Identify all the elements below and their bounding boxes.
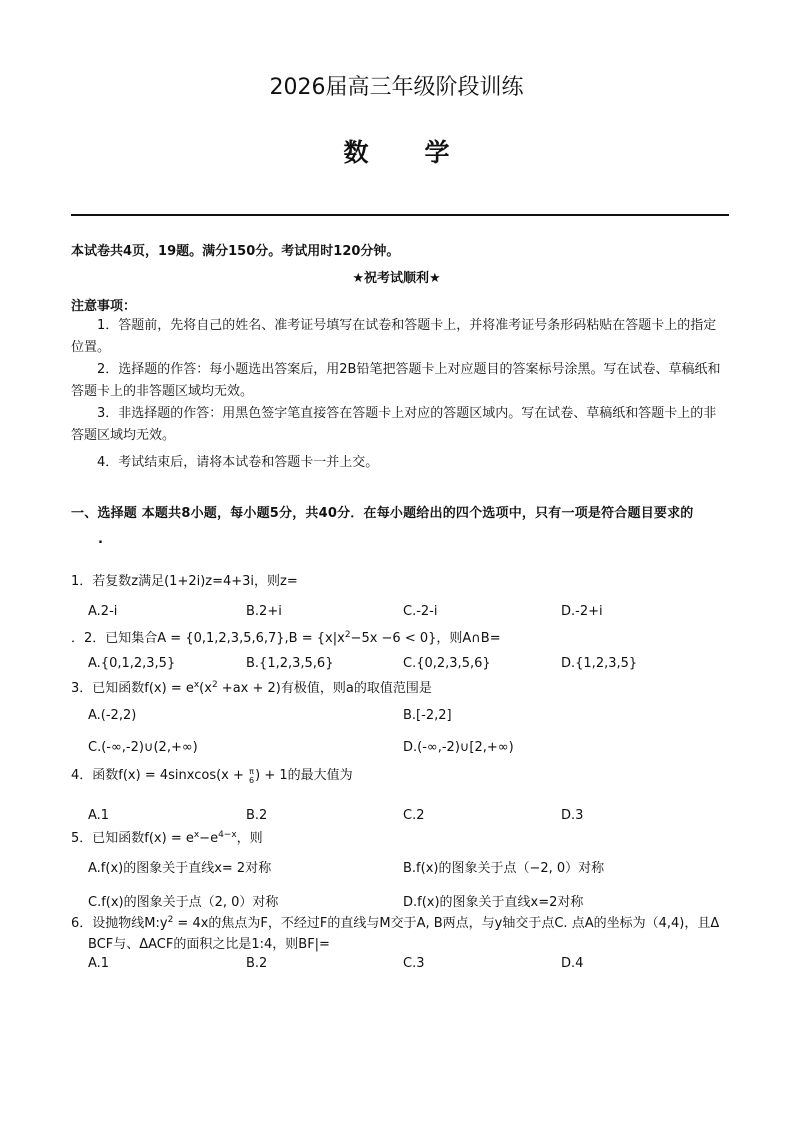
exam-title: 2026届高三年级阶段训练	[269, 75, 524, 100]
question-6-option-c: C.3	[403, 956, 425, 971]
question-4-option-c: C.2	[403, 808, 425, 823]
question-5-option-a: A.f(x)的图象关于直线x= 2对称	[88, 861, 272, 876]
question-2-option-d: D.{1,2,3,5}	[561, 656, 638, 671]
question-3-option-b: B.[-2,2]	[403, 708, 452, 723]
header-divider	[71, 214, 729, 216]
question-2-option-a: A.{0,1,2,3,5}	[88, 656, 176, 671]
question-1-option-c: C.-2-i	[403, 604, 438, 619]
question-5-option-c: C.f(x)的图象关于点（2, 0）对称	[88, 895, 279, 910]
question-4-option-d: D.3	[561, 808, 584, 823]
question-2-option-c: C.{0,2,3,5,6}	[403, 656, 491, 671]
question-5-stem: 5．已知函数$f(x) = e^x-e^{4-x}$，则	[71, 830, 263, 846]
question-3-option-c: C.(-∞,-2)∪(2,+∞)	[88, 740, 198, 755]
question-1-stem: 1．若复数z满足(1+2i)z=4+3i，则z=	[71, 574, 298, 589]
question-6-option-d: D.4	[561, 956, 584, 971]
notice-item: 3．非选择题的作答：用黑色签字笔直接答在答题卡上对应的答题区域内。写在试卷、草稿纸和答题卡上的非答题区域均无效。	[71, 406, 717, 443]
notice-item: 1．答题前，先将自己的姓名、准考证号填写在试卷和答题卡上，并将准考证号条形码粘贴在答题卡上的指定位置。	[71, 318, 717, 355]
section-heading: 一、选择题 本题共8小题，每小题5分，共40分．在每小题给出的四个选项中，只有一项是符合题目要求的	[71, 506, 694, 521]
question-1-option-a: A.2-i	[88, 604, 118, 619]
notice-item: 4．考试结束后，请将本试卷和答题卡一并上交。	[97, 455, 379, 470]
question-6-option-b: B.2	[246, 956, 268, 971]
question-4-option-a: A.1	[88, 808, 110, 823]
question-4-option-b: B.2	[246, 808, 268, 823]
notice-item: 2．选择题的作答：每小题选出答案后，用2B铅笔把答题卡上对应题目的答案标号涂黑。写在试卷、草稿纸和答题卡上的非答题区域均无效。	[71, 362, 721, 399]
question-6-stem-line2: BCF与、ΔACF的面积之比是1:4，则BF|=	[88, 937, 330, 952]
question-1-option-d: D.-2+i	[561, 604, 603, 619]
notice-title: 注意事项：	[71, 299, 137, 314]
blessing-line: ★祝考试顺利★	[352, 271, 441, 286]
question-5-option-d: D.f(x)的图象关于直线x=2对称	[403, 895, 584, 910]
exam-summary: 本试卷共4页，19题。满分150分。考试用时120分钟。	[71, 244, 400, 259]
question-4-stem: 4．函数f(x) = 4sinxcos(x + π 6 ) + 1的最大值为	[71, 766, 353, 785]
subject-title: 数学	[343, 138, 506, 167]
question-6-stem: 6．设抛物线$M:y^2 = 4x$的焦点为F，不经过F的直线与M交于A, B两点，与y轴交于点C. 点A的坐标为（4,4)，且Δ	[71, 915, 720, 931]
question-6-option-a: A.1	[88, 956, 110, 971]
question-2-stem: ．2．已知集合$A = \{0,1,2,3,5,6,7\},B = \{x|x^2-5x -6 < 0\}$，则A∩B=	[71, 630, 501, 646]
question-1-option-b: B.2+i	[246, 604, 282, 619]
pi-over-6-fraction: π 6	[249, 766, 255, 785]
question-3-option-a: A.(-2,2)	[88, 708, 137, 723]
question-2-option-b: B.{1,2,3,5,6}	[246, 656, 334, 671]
question-3-option-d: D.(-∞,-2)∪[2,+∞)	[403, 740, 514, 755]
question-3-stem: 3．已知函数$f(x) = e^x(x^2 +ax + 2)$有极值，则a的取值范围是	[71, 680, 432, 696]
section-heading-tail: .	[98, 532, 103, 547]
question-5-option-b: B.f(x)的图象关于点（−2, 0）对称	[403, 861, 605, 876]
